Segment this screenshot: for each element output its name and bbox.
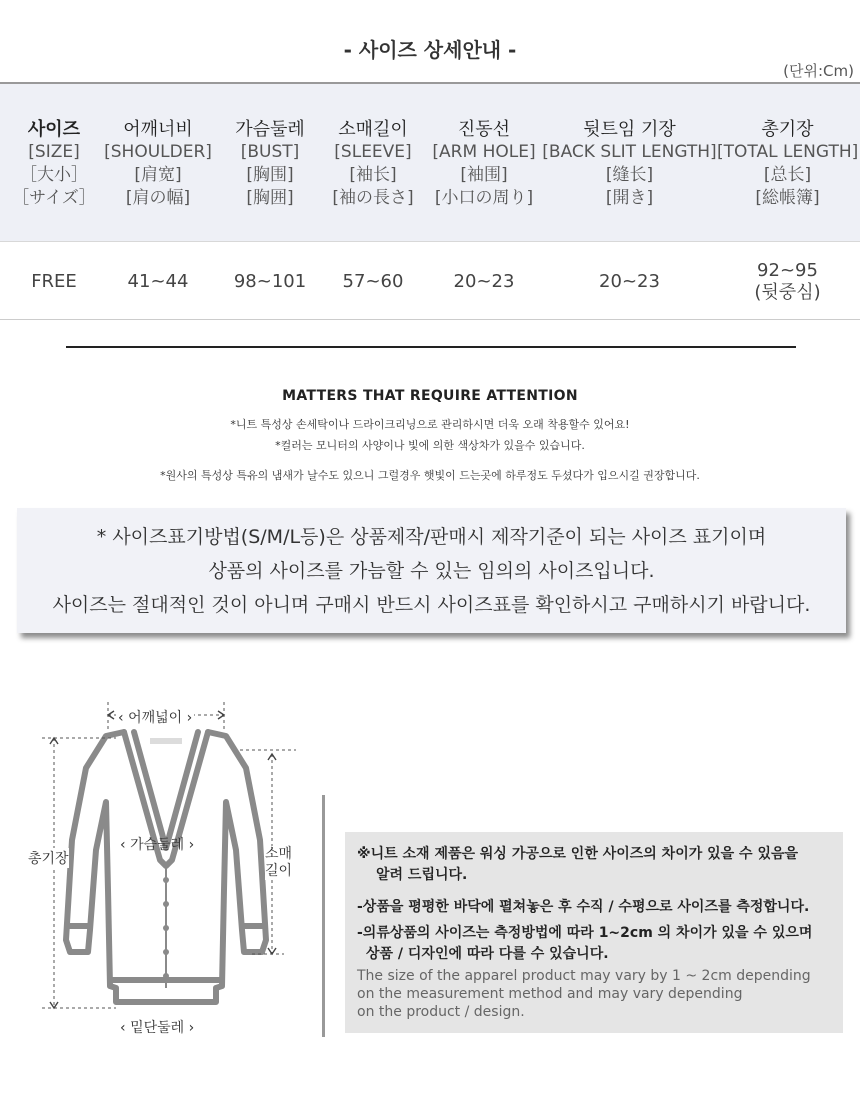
notice-line-3: 사이즈는 절대적인 것이 아니며 구매시 반드시 사이즈표를 확인하시고 구매하시기 바랍니다. xyxy=(52,594,811,616)
matters-title: MATTERS THAT REQUIRE ATTENTION xyxy=(282,388,578,404)
measurement-note-box xyxy=(345,832,843,1033)
note-diff-2: 상품 / 디자인에 따라 다를 수 있습니다. xyxy=(366,946,609,962)
cell-armhole: 20~23 xyxy=(453,271,515,292)
header-shoulder: 어깨너비 [SHOULDER] [肩宽] [肩の幅] xyxy=(104,119,212,208)
header-size: 사이즈 [SIZE] ［大小］ ［サイズ］ xyxy=(12,119,96,208)
note-diff-1: -의류상품의 사이즈는 측정방법에 따라 1~2cm 의 차이가 있을 수 있으며 xyxy=(357,925,813,941)
note-flat-measure: -상품을 평평한 바닥에 펼쳐놓은 후 수직 / 수평으로 사이즈를 측정합니다. xyxy=(357,899,810,915)
vertical-divider xyxy=(322,795,325,1037)
header-total-length: 총기장 [TOTAL LENGTH] [总长] [総帳簿] xyxy=(717,119,859,208)
matters-note-3: *원사의 특성상 특유의 냄새가 날수도 있으니 그럴경우 햇빛이 드는곳에 하루정도 두셨다가 입으시길 권장합니다. xyxy=(160,469,700,482)
note-washing-2: 알려 드립니다. xyxy=(376,867,468,883)
size-notice-box xyxy=(17,508,846,633)
total-length-label: 총기장 xyxy=(28,848,69,868)
header-back-slit: 뒷트임 기장 [BACK SLIT LENGTH] [缝长] [開き] xyxy=(542,119,717,208)
matters-note-1: *니트 특성상 손세탁이나 드라이크리닝으로 관리하시면 더욱 오래 착용할수 있어요! xyxy=(230,418,630,431)
header-sleeve: 소매길이 [SLEEVE] [袖长] [袖の長さ] xyxy=(332,119,414,208)
header-bust: 가슴둘레 [BUST] [胸围] [胸囲] xyxy=(235,119,305,208)
bust-label: ‹ 가슴둘레 › xyxy=(120,837,195,853)
notice-line-2: 상품의 사이즈를 가늠할 수 있는 임의의 사이즈입니다. xyxy=(208,560,655,582)
note-english-2: on the measurement method and may vary depending xyxy=(357,986,743,1002)
note-washing-1: ※니트 소재 제품은 워싱 가공으로 인한 사이즈의 차이가 있을 수 있음을 xyxy=(357,846,799,862)
notice-line-1: * 사이즈표기방법(S/M/L등)은 상품제작/판매시 제작기준이 되는 사이즈 표기이며 xyxy=(96,526,767,548)
cell-shoulder: 41~44 xyxy=(127,271,189,292)
cardigan-diagram xyxy=(20,690,310,1050)
note-english-1: The size of the apparel product may vary by 1 ~ 2cm depending xyxy=(357,968,811,984)
cell-size: FREE xyxy=(31,271,77,292)
cell-total-length: 92~95 (뒷중심) xyxy=(754,260,821,303)
cell-sleeve: 57~60 xyxy=(342,271,404,292)
hem-label: ‹ 밑단둘레 › xyxy=(120,1020,195,1036)
sleeve-length-label: 소매 길이 xyxy=(265,846,293,879)
size-table xyxy=(0,82,860,320)
header-armhole: 진동선 [ARM HOLE] [袖围] [小口の周り] xyxy=(432,119,536,208)
size-table-header xyxy=(0,84,860,242)
section-divider xyxy=(66,346,796,348)
unit-label: (단위:Cm) xyxy=(783,62,854,80)
cell-back-slit: 20~23 xyxy=(599,271,660,292)
cell-bust: 98~101 xyxy=(233,271,307,292)
note-english-3: on the product / design. xyxy=(357,1004,525,1020)
page-title: - 사이즈 상세안내 - xyxy=(343,38,517,62)
matters-note-2: *컬러는 모니터의 사양이나 빛에 의한 색상차가 있을수 있습니다. xyxy=(275,439,585,452)
size-table-row xyxy=(0,242,860,322)
shoulder-label: ‹ 어깨넓이 › xyxy=(116,707,194,727)
